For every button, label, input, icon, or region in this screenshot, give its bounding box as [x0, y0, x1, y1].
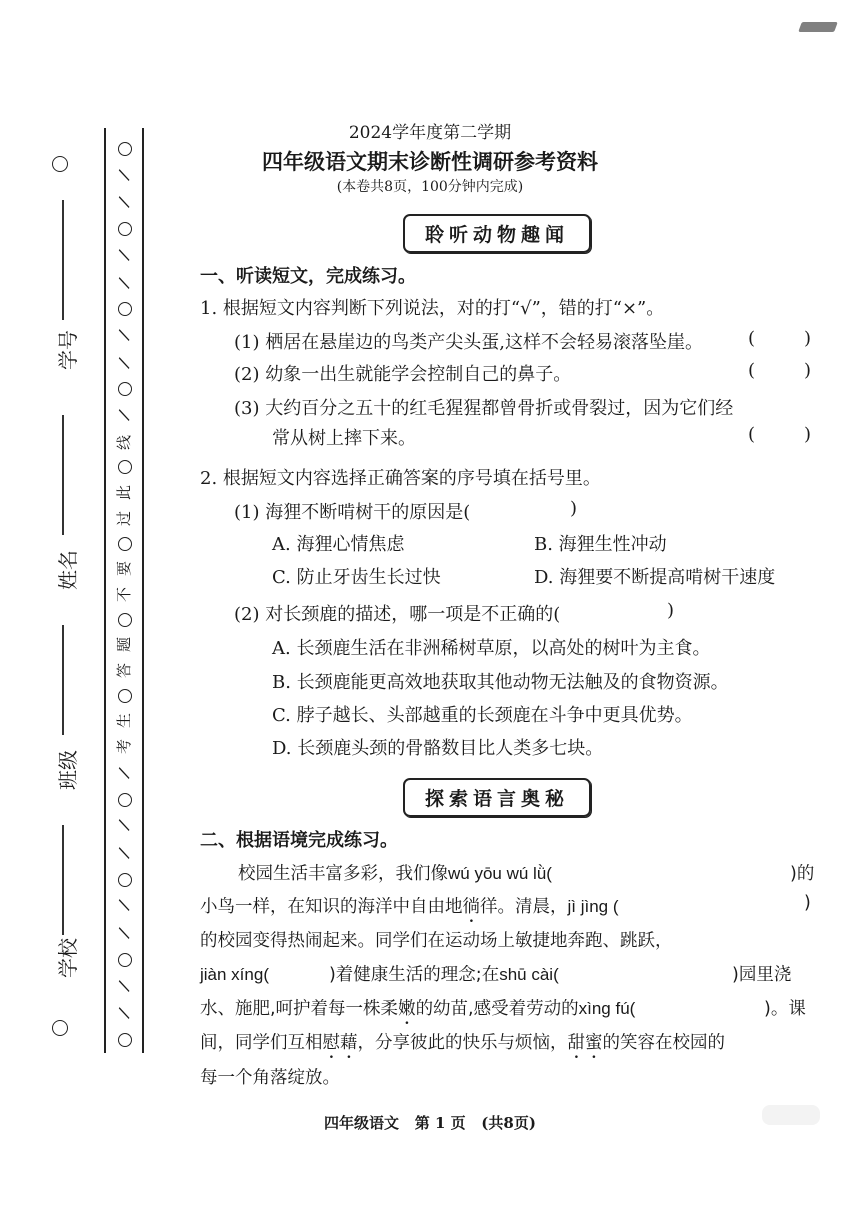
school-line[interactable]	[62, 825, 64, 935]
q2-1-option-d: D. 海狸要不断提高啃树干速度	[534, 567, 776, 588]
pinyin-blank-1[interactable]: wú yōu wú lǜ(	[448, 864, 552, 883]
q2-1-prompt: (1) 海狸不断啃树干的原因是(	[234, 502, 471, 523]
q1-item-3-answer-open[interactable]: (	[748, 424, 756, 445]
q1-item-3-cont: 常从树上摔下来。	[272, 428, 416, 449]
pinyin-blank-4[interactable]: shū cài(	[499, 965, 559, 984]
dotted-word-tianmi: 甜蜜	[567, 1033, 603, 1053]
q1-item-2: (2) 幼象一出生就能学会控制自己的鼻子。	[234, 364, 572, 385]
binding-rule-left	[104, 128, 106, 1053]
q1-item-2-answer-close: )	[804, 360, 812, 381]
q1-item-1-answer-open[interactable]: (	[748, 328, 756, 349]
section1-banner: 聆听动物趣闻	[403, 214, 591, 253]
scan-mark	[798, 22, 838, 32]
seal-line: / / / / / / / 线 此 过 要 不 题 答 生 考 / / / / / / /	[113, 142, 137, 1047]
passage-line-7: 每一个角落绽放。	[200, 1068, 340, 1088]
pinyin-blank-2[interactable]: jì jìng (	[567, 897, 619, 916]
q2-2-option-d: D. 长颈鹿头颈的骨骼数目比人类多七块。	[272, 738, 604, 759]
exam-year-term: 2024学年度第二学期	[348, 123, 512, 143]
passage-line-1-end: )的	[790, 864, 815, 884]
q2-1-answer[interactable]: )	[570, 498, 578, 519]
q1-item-3: (3) 大约百分之五十的红毛猩猩都曾骨折或骨裂过，因为它们经	[234, 398, 734, 419]
name-line[interactable]	[62, 415, 64, 535]
q2-2-option-a: A. 长颈鹿生活在非洲稀树草原，以高处的树叶为主食。	[272, 638, 711, 659]
section2-heading: 二、根据语境完成练习。	[200, 830, 398, 851]
class-line[interactable]	[62, 625, 64, 735]
school-label: 学校	[56, 938, 80, 978]
exam-subtitle: (本卷共8页，100分钟内完成)	[336, 179, 524, 195]
exam-title: 四年级语文期末诊断性调研参考资料	[262, 150, 598, 174]
scan-smudge	[762, 1105, 820, 1125]
student-id-label: 学号	[56, 330, 80, 370]
passage-line-3: 的校园变得热闹起来。同学们在运动场上敏捷地奔跑、跳跃，	[200, 931, 673, 951]
binding-rule-right	[142, 128, 144, 1053]
q2-stem: 2. 根据短文内容选择正确答案的序号填在括号里。	[200, 468, 601, 489]
passage-line-2: 小鸟一样，在知识的海洋中自由地徜徉。清晨，jì jìng (	[200, 897, 619, 917]
passage-line-2-end: )	[804, 893, 811, 913]
q1-item-2-answer-open[interactable]: (	[748, 360, 756, 381]
passage-line-4-end: )园里浇	[732, 965, 792, 985]
q1-item-1: (1) 栖居在悬崖边的鸟类产尖头蛋,这样不会轻易滚落坠崖。	[234, 332, 703, 353]
passage-line-1: 校园生活丰富多彩，我们像wú yōu wú lǜ(	[238, 864, 552, 884]
passage-line-5-end: )。课	[764, 999, 806, 1019]
page-footer	[0, 1112, 860, 1133]
passage-line-6: 间，同学们互相慰藉，分享彼此的快乐与烦恼，甜蜜的笑容在校园的	[200, 1033, 725, 1053]
q2-1-option-b: B. 海狸生性冲动	[534, 534, 667, 555]
section2-banner: 探索语言奥秘	[403, 778, 591, 817]
q2-2-option-b: B. 长颈鹿能更高效地获取其他动物无法触及的食物资源。	[272, 672, 729, 693]
q2-2-answer[interactable]: )	[667, 600, 675, 621]
pinyin-blank-5[interactable]: xìng fú(	[578, 999, 636, 1018]
q1-item-3-answer-close: )	[804, 424, 812, 445]
q2-1-option-c: C. 防止牙齿生长过快	[272, 567, 441, 588]
q1-stem: 1. 根据短文内容判断下列说法，对的打“√”，错的打“×”。	[200, 298, 665, 319]
binding-hole-bottom	[52, 1020, 68, 1036]
class-label: 班级	[56, 750, 80, 790]
footer-subject: 四年级语文	[324, 1114, 400, 1132]
passage-line-5: 水、施肥,呵护着每一株柔嫩的幼苗,感受着劳动的xìng fú(	[200, 999, 636, 1019]
q2-1-option-a: A. 海狸心情焦虑	[272, 534, 405, 555]
q2-2-prompt: (2) 对长颈鹿的描述，哪一项是不正确的(	[234, 604, 561, 625]
passage-line-4: jiàn xíng( )着健康生活的理念;在shū cài(	[200, 965, 559, 985]
pinyin-blank-3[interactable]: jiàn xíng(	[200, 965, 269, 984]
q1-item-1-answer-close: )	[804, 328, 812, 349]
student-id-line[interactable]	[62, 200, 64, 320]
name-label: 姓名	[56, 550, 80, 590]
footer-page-number: 第 1 页	[414, 1114, 466, 1132]
section1-heading: 一、听读短文，完成练习。	[200, 266, 416, 287]
q2-2-option-c: C. 脖子越长、头部越重的长颈鹿在斗争中更具优势。	[272, 705, 693, 726]
footer-total-pages: (共8页)	[481, 1114, 536, 1132]
dotted-word-weiji: 慰藉	[322, 1033, 358, 1053]
